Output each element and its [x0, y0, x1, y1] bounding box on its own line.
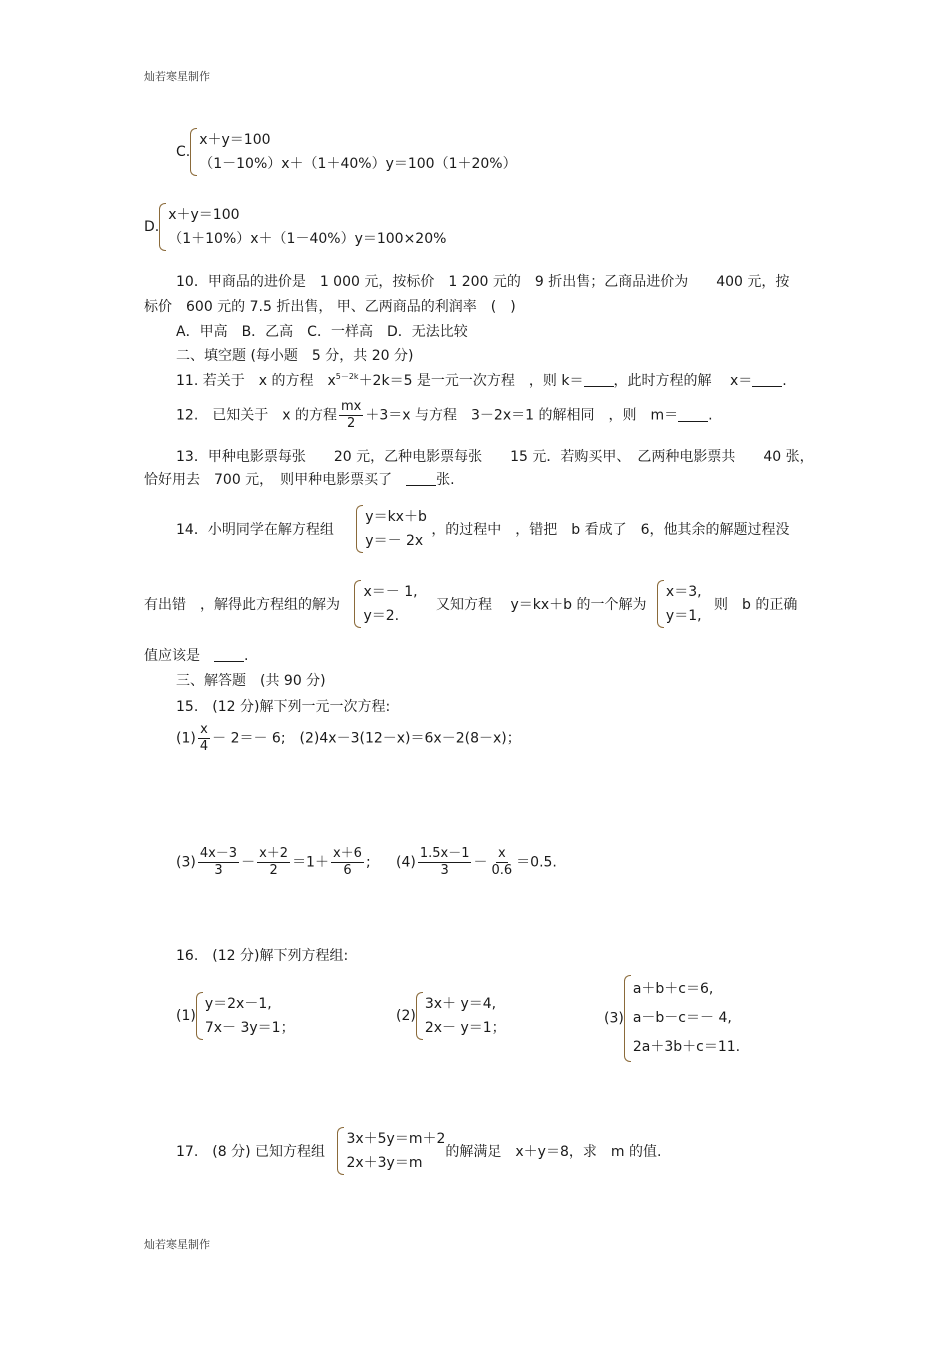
- q16-system-1: [176, 992, 295, 1040]
- answer-blank: [752, 373, 782, 387]
- equation: 2x－ y＝1；: [424, 1020, 506, 1036]
- q12: [176, 399, 713, 432]
- option-c-label: C.: [176, 144, 191, 160]
- section-fill-in-title: 二、填空题 (每小题 5 分，共 20 分): [176, 348, 414, 364]
- equation: 2a＋3b＋c＝11.: [632, 1039, 741, 1055]
- q11-text: ，此时方程的解 x＝: [613, 373, 753, 389]
- q13-text: 恰好用去 700 元， 则甲种电影票买了: [144, 472, 407, 488]
- q12-text: ＋3＝x 与方程 3－2x＝1 的解相同 ，则 m＝: [365, 407, 679, 424]
- q13-line1: 13．甲种电影票每张 20 元，乙种电影票每张 15 元．若购买甲、 乙两种电影票共 40 张，: [176, 449, 814, 465]
- fraction: [339, 399, 363, 432]
- equation: （1－10%）x＋（1＋40%）y＝100（1＋20%）: [199, 156, 517, 172]
- denominator: 3: [214, 863, 223, 878]
- q14-line1: [176, 505, 790, 553]
- equation-system: [416, 992, 506, 1040]
- brace-icon: [416, 992, 423, 1040]
- equation: （1＋10%）x＋（1－40%）y＝100×20%: [168, 231, 447, 247]
- q14-line3: [144, 645, 248, 665]
- q11-text: 11. 若关于 x 的方程 x: [176, 373, 336, 389]
- q14-solution-system: [354, 580, 417, 628]
- brace-icon: [190, 128, 197, 176]
- denominator: 4: [199, 739, 209, 754]
- q10-options: A．甲高 B．乙高 C．一样高 D．无法比较: [176, 324, 468, 340]
- equation-system: [624, 975, 740, 1062]
- q15-text: (3): [176, 854, 196, 871]
- equation: x＋y＝100: [168, 207, 240, 223]
- fraction: [489, 846, 514, 879]
- fraction: [418, 846, 472, 879]
- q16-title: 16. (12 分)解下列方程组:: [176, 948, 349, 964]
- q14-text: 有出错 ，解得此方程组的解为: [144, 597, 340, 613]
- denominator: 3: [440, 863, 449, 878]
- q12-text: .: [708, 407, 713, 424]
- part-label: (1): [176, 1008, 196, 1024]
- q14-text: 14．小明同学在解方程组: [176, 522, 334, 538]
- equation: x＝－ 1,: [363, 584, 418, 600]
- answer-blank: [406, 472, 436, 486]
- equation: y＝1,: [665, 608, 702, 624]
- q10-line1: 10．甲商品的进价是 1 000 元，按标价 1 200 元的 9 折出售；乙商品进价为 400 元，按: [176, 274, 790, 290]
- option-c-system: [190, 128, 516, 176]
- q17-text: 的解满足 x＋y＝8，求 m 的值.: [445, 1144, 662, 1160]
- equation: x＝3,: [665, 584, 702, 600]
- brace-icon: [657, 580, 664, 628]
- fraction: [198, 846, 239, 879]
- q15-part4: [396, 846, 557, 879]
- q15-text: ;: [365, 854, 371, 871]
- fraction: [257, 846, 290, 879]
- answer-blank: [584, 373, 614, 387]
- equation: a＋b＋c＝6,: [632, 981, 714, 997]
- brace-icon: [196, 992, 203, 1040]
- operator: ＝1＋: [292, 854, 329, 871]
- q15-text: － 2＝－ 6; (2)4x－3(12－x)＝6x－2(8－x)；: [212, 730, 521, 747]
- answer-blank: [678, 408, 708, 422]
- brace-icon: [354, 580, 361, 628]
- part-label: (2): [396, 1008, 416, 1024]
- numerator: mx: [341, 399, 362, 414]
- q14-text: 又知方程 y＝kx＋b 的一个解为: [436, 597, 647, 613]
- page-footer: 灿若寒星制作: [144, 1238, 210, 1251]
- equation: y＝－ 2x: [365, 533, 424, 549]
- option-d-system: [159, 203, 446, 251]
- numerator: x＋2: [259, 846, 289, 861]
- q15-text: (4): [396, 854, 416, 871]
- numerator: x＋6: [332, 846, 362, 861]
- brace-icon: [159, 203, 166, 251]
- section-solve-title: 三、解答题 (共 90 分): [176, 673, 326, 689]
- q14-text: .: [244, 648, 249, 664]
- q14-known-solution: [657, 580, 702, 628]
- q11-text: .: [782, 373, 787, 389]
- q14-text: 则 b 的正确: [714, 597, 798, 613]
- q10-line2: 标价 600 元的 7.5 折出售， 甲、乙两商品的利润率 ( ): [144, 299, 516, 315]
- equation: 3x＋5y＝m＋2: [346, 1131, 446, 1147]
- q12-text: 12. 已知关于 x 的方程: [176, 407, 337, 424]
- operator: －: [241, 854, 256, 871]
- denominator: 0.6: [491, 863, 513, 878]
- equation: 7x－ 3y＝1；: [204, 1020, 295, 1036]
- q15-part12: [176, 722, 521, 755]
- q9-option-d: [144, 203, 446, 251]
- q15-text: (1): [176, 730, 196, 747]
- q11: [176, 370, 787, 390]
- equation: a－b－c＝－ 4,: [632, 1010, 732, 1026]
- equation-system: [196, 992, 295, 1040]
- fraction: [331, 846, 364, 879]
- denominator: 6: [343, 863, 352, 878]
- brace-icon: [356, 505, 363, 553]
- fraction: [198, 722, 210, 755]
- q15-title: 15. (12 分)解下列一元一次方程:: [176, 699, 391, 715]
- denominator: 2: [347, 416, 356, 431]
- q14-text: ，的过程中 ，错把 b 看成了 6，他其余的解题过程没: [431, 522, 790, 538]
- numerator: 4x－3: [199, 846, 238, 861]
- part-label: (3): [604, 1010, 624, 1027]
- option-d-label: D.: [144, 219, 160, 235]
- q15-text: ＝0.5.: [516, 854, 557, 871]
- q13-line2: [144, 469, 455, 489]
- q17: [176, 1127, 661, 1175]
- q13-text: 张.: [436, 472, 455, 488]
- page-header: 灿若寒星制作: [144, 70, 210, 83]
- answer-blank: [214, 648, 244, 662]
- brace-icon: [337, 1127, 344, 1175]
- numerator: x: [200, 722, 208, 737]
- brace-icon: [624, 975, 631, 1062]
- q14-text: 值应该是: [144, 648, 214, 664]
- q11-text: ＋2k＝5 是一元一次方程 ，则 k＝: [358, 373, 584, 389]
- operator: －: [473, 854, 488, 871]
- equation: y＝2.: [363, 608, 400, 624]
- equation: 2x＋3y＝m: [346, 1155, 423, 1171]
- denominator: 2: [269, 863, 278, 878]
- q14-system: [356, 505, 427, 553]
- q17-system: [337, 1127, 445, 1175]
- equation: y＝kx＋b: [365, 509, 427, 525]
- numerator: 1.5x－1: [419, 846, 470, 861]
- numerator: x: [497, 846, 506, 861]
- q11-exponent: 5－2k: [335, 372, 359, 381]
- q9-option-c: [176, 128, 517, 176]
- q15-part3: [176, 846, 371, 879]
- equation: y＝2x－1,: [204, 996, 272, 1012]
- q16-system-3: [604, 975, 740, 1062]
- q14-line2: [144, 580, 797, 628]
- q16-system-2: [396, 992, 506, 1040]
- equation: x＋y＝100: [199, 132, 271, 148]
- q17-text: 17. (8 分) 已知方程组: [176, 1144, 325, 1160]
- equation: 3x＋ y＝4,: [424, 996, 497, 1012]
